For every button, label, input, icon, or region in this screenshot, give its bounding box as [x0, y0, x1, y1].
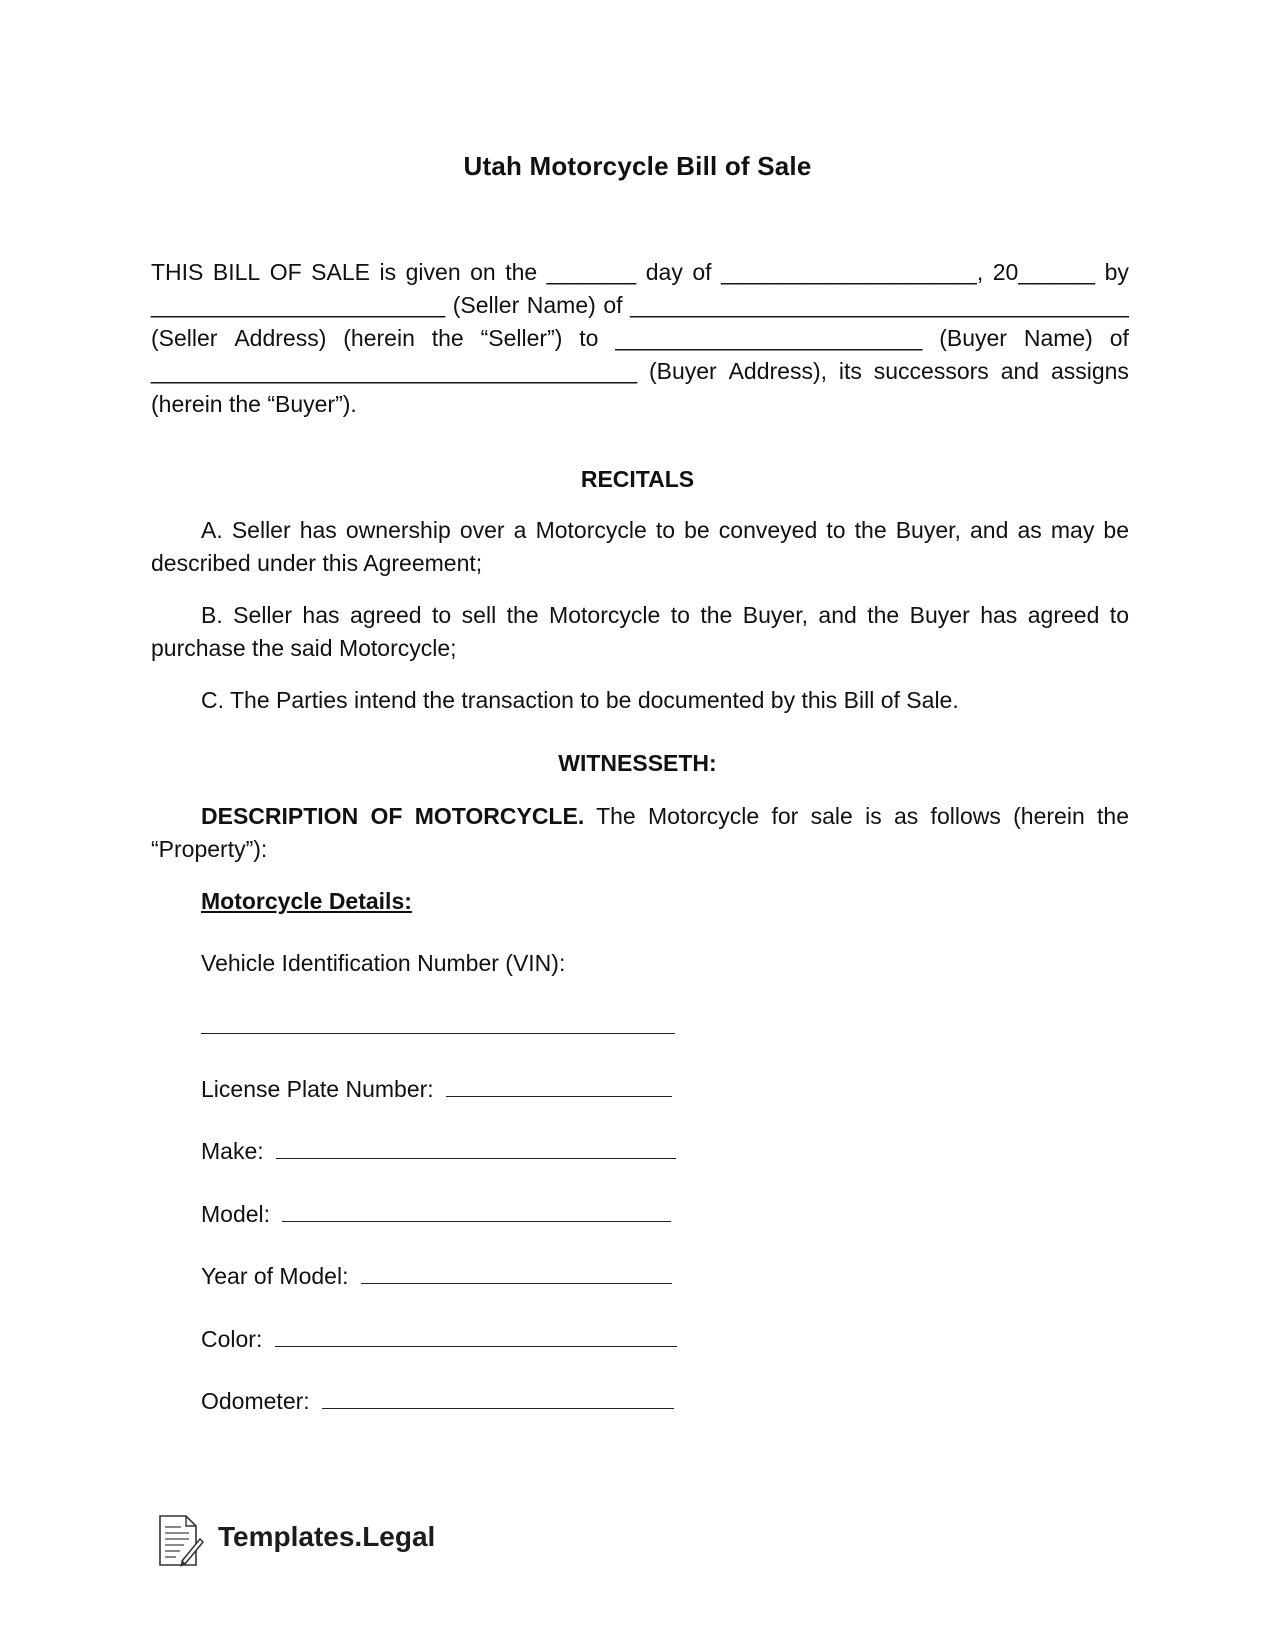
description-lead: DESCRIPTION OF MOTORCYCLE.	[201, 803, 585, 829]
document-title: Utah Motorcycle Bill of Sale	[463, 151, 812, 181]
intro-word: (Buyer	[648, 358, 717, 384]
make-field[interactable]	[276, 1136, 676, 1159]
intro-word: Address)	[234, 325, 327, 351]
buyer-address-blank[interactable]: ______________________________________	[151, 358, 638, 384]
model-field[interactable]	[282, 1199, 671, 1222]
intro-word: “Seller”)	[480, 325, 563, 351]
year-row	[201, 1260, 672, 1293]
vin-blank-line[interactable]	[201, 1011, 675, 1034]
intro-word: by	[1104, 259, 1129, 285]
recital-text: C. The Parties intend the transaction to be documented by this Bill of Sale.	[201, 687, 959, 713]
intro-word: (herein	[343, 325, 415, 351]
license-plate-label: License Plate Number:	[201, 1076, 434, 1102]
recital-text: A. Seller has ownership over a Motorcycle to be conveyed to the Buyer, and as may be described under this Agreement;	[151, 517, 1129, 576]
intro-line-2	[151, 289, 1129, 322]
color-row	[201, 1323, 677, 1356]
intro-word: the	[505, 259, 538, 285]
intro-word: (Seller	[452, 292, 520, 318]
month-blank[interactable]: ____________________,	[721, 259, 984, 285]
intro-word: given	[405, 259, 461, 285]
intro-word: Name)	[1023, 325, 1093, 351]
year-field[interactable]	[361, 1261, 672, 1284]
intro-word: (Seller	[151, 325, 218, 351]
intro-word: BILL	[212, 259, 261, 285]
color-field[interactable]	[275, 1324, 677, 1347]
intro-word: and	[1000, 358, 1040, 384]
vin-label: Vehicle Identification Number (VIN):	[201, 950, 566, 976]
intro-word: (Buyer	[939, 325, 1007, 351]
make-row	[201, 1135, 676, 1168]
seller-name-blank[interactable]: _______________________	[151, 292, 446, 318]
intro-word: day	[645, 259, 683, 285]
intro-word: OF	[269, 259, 302, 285]
intro-text: (herein the “Buyer”).	[151, 391, 357, 417]
intro-word: the	[431, 325, 464, 351]
intro-word: of	[1109, 325, 1129, 351]
intro-word: Address),	[728, 358, 828, 384]
intro-line-3	[151, 322, 1129, 355]
license-plate-row	[201, 1073, 672, 1106]
description-text: The Motorcycle for sale is as follows (herein the “Property”):	[151, 803, 1129, 862]
license-plate-field[interactable]	[446, 1074, 672, 1097]
model-label: Model:	[201, 1201, 271, 1227]
recital-text: B. Seller has agreed to sell the Motorcycle to the Buyer, and the Buyer has agreed to purchase the said Motorcycle;	[151, 602, 1129, 661]
recital-c	[151, 684, 1129, 717]
make-label: Make:	[201, 1138, 264, 1164]
brand-name: Templates.Legal	[218, 1521, 436, 1552]
buyer-name-blank[interactable]: ________________________	[615, 325, 923, 351]
intro-line-1	[151, 256, 1129, 289]
intro-word: of	[692, 259, 712, 285]
model-row	[201, 1198, 671, 1231]
seller-address-blank[interactable]: _______________________________________	[630, 292, 1129, 318]
intro-word: SALE	[311, 259, 370, 285]
intro-word: of	[603, 292, 623, 318]
odometer-field[interactable]	[322, 1386, 674, 1409]
day-blank[interactable]: _______	[546, 259, 637, 285]
recital-a	[151, 514, 1129, 580]
intro-word: successors	[873, 358, 989, 384]
odometer-row	[201, 1385, 674, 1418]
intro-word: assigns	[1050, 358, 1129, 384]
motorcycle-details-heading: Motorcycle Details:	[201, 888, 412, 914]
color-label: Color:	[201, 1326, 263, 1352]
description-paragraph	[151, 800, 1129, 866]
intro-line-5	[151, 388, 1129, 421]
intro-word: THIS	[151, 259, 204, 285]
intro-word: on	[470, 259, 496, 285]
intro-word: to	[579, 325, 599, 351]
intro-line-4	[151, 355, 1129, 388]
document-pen-icon	[156, 1513, 204, 1569]
recital-b	[151, 599, 1129, 665]
year-label: Year of Model:	[201, 1263, 349, 1289]
witnesseth-heading: WITNESSETH:	[558, 750, 717, 776]
intro-word: Name)	[526, 292, 596, 318]
intro-word: its	[838, 358, 862, 384]
vin-field[interactable]	[201, 1010, 675, 1043]
intro-word: is	[379, 259, 397, 285]
recitals-heading: RECITALS	[580, 466, 695, 492]
year-blank[interactable]: 20______	[992, 259, 1096, 285]
odometer-label: Odometer:	[201, 1388, 310, 1414]
